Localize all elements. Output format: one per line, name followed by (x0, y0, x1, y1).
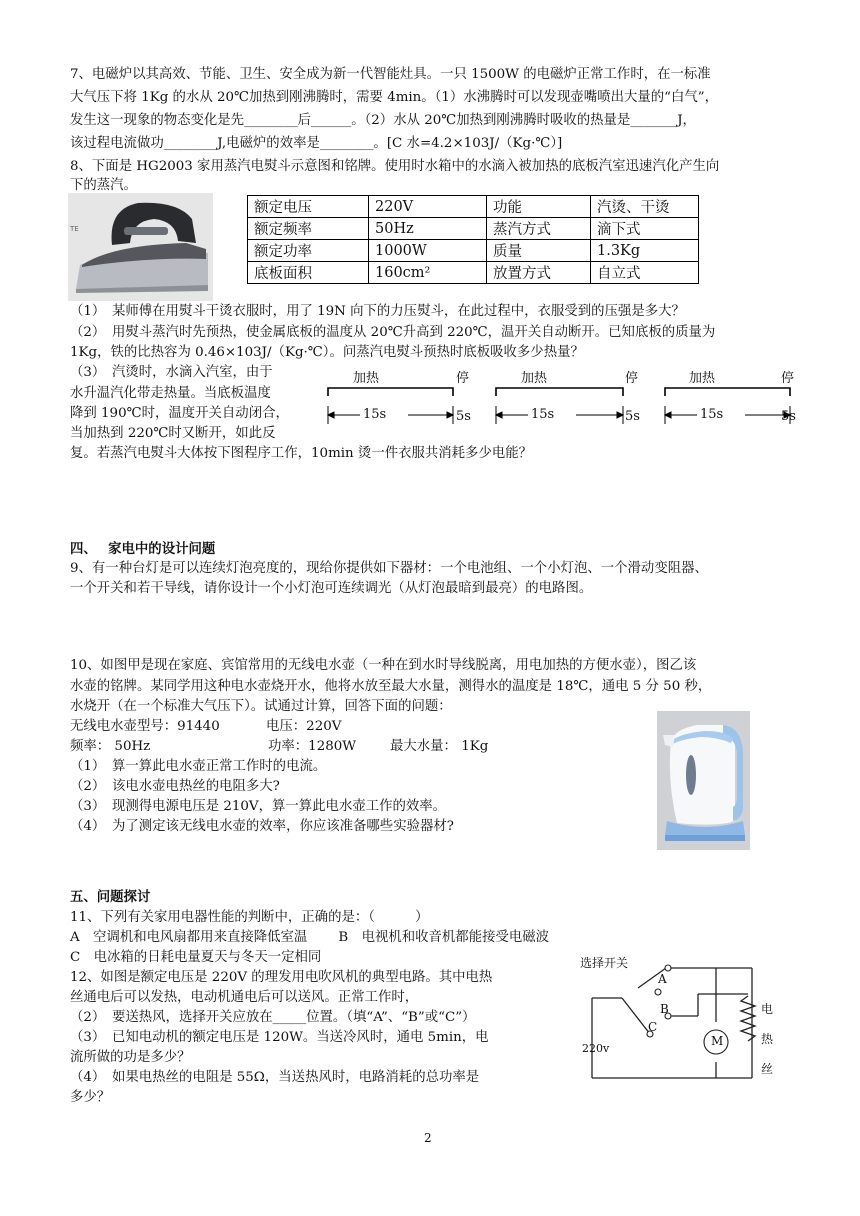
table-cell: 50Hz (369, 218, 487, 240)
kettle-frequency: 频率： 50Hz (70, 739, 151, 754)
table-cell: 220V (369, 196, 487, 218)
q10-line-2: 水壶的铭牌。某同学用这种电水壶烧开水，他将水放至最大水量，测得水的温度是 18℃，通电 5 分 50 秒， (70, 679, 712, 694)
heating-wire-label: 电 (761, 1002, 774, 1016)
q10-line-3: 水烧开（在一个标准大气压下）。试通过计算，回答下面的问题： (70, 699, 452, 714)
table-cell: 蒸汽方式 (487, 218, 591, 240)
q10-line-1: 10、如图甲是现在家庭、宾馆常用的无线电水壶（一种在到水时导线脱离，用电加热的方便水壶），图乙该 (70, 658, 697, 673)
switch-label: 选择开关 (580, 956, 629, 970)
table-cell: 1000W (369, 240, 487, 262)
timeline-heat-label: 加热 (689, 371, 716, 386)
q12-part-3a: （3） 已知电动机的额定电压是 120W。当送冷风时，通电 5min，电 (70, 1030, 489, 1045)
q7-line-1: 7、电磁炉以其高效、节能、卫生、安全成为新一代智能灶具。一只 1500W 的电磁炉正常工作时，在一标准 (70, 67, 711, 82)
kettle-model: 无线电水壶型号：91440 (70, 719, 220, 734)
table-row (248, 262, 699, 284)
table-row (248, 218, 699, 240)
table-cell: 底板面积 (248, 262, 369, 284)
table-row (248, 196, 699, 218)
heating-wire-label: 丝 (761, 1062, 774, 1076)
q8-part-3c: 降到 190℃时，温度开关自动闭合， (70, 406, 289, 421)
table-cell: 额定电压 (248, 196, 369, 218)
q8-part-3b: 水升温汽化带走热量。当底板温度 (70, 386, 271, 401)
q12-part-4b: 多少？ (70, 1090, 111, 1105)
switch-position-b: B (660, 1002, 669, 1016)
q7-line-2: 大气压下将 1Kg 的水从 20℃加热到刚沸腾时，需要 4min。（1）水沸腾时可以发现壶嘴喷出大量的“白气”， (70, 90, 719, 105)
kettle-voltage: 电压：220V (266, 719, 342, 734)
q11-options-ab: A 空调机和电风扇都用来直接降低室温 B 电视机和收音机都能接受电磁波 (70, 930, 550, 945)
q12-line-1: 12、如图是额定电压是 220V 的理发用电吹风机的典型电路。其中电热 (70, 970, 493, 985)
table-cell: 160cm² (369, 262, 487, 284)
q12-part-4a: （4） 如果电热丝的电阻是 55Ω，当送热风时，电路消耗的总功率是 (70, 1070, 480, 1085)
q10-sub-2: （2） 该电水壶电热丝的电阻多大? (70, 779, 280, 794)
hair-dryer-circuit-diagram (578, 952, 778, 1094)
table-cell: 1.3Kg (591, 240, 699, 262)
table-row (248, 240, 699, 262)
timeline-stop-duration: 5s (781, 409, 796, 424)
q8-part-2b: 1Kg，铁的比热容为 0.46×103J/（Kg·℃）。问蒸汽电熨斗预热时底板吸收多少热量？ (70, 345, 584, 360)
electric-kettle-image (657, 711, 750, 850)
q12-part-2: （2） 要送热风，选择开关应放在_____位置。（填“A”、“B”或“C”） (70, 1010, 476, 1025)
q10-sub-3: （3） 现测得电源电压是 210V，算一算此电水壶工作的效率。 (70, 799, 447, 814)
table-cell: 功能 (487, 196, 591, 218)
q8-part-1: （1） 某师傅在用熨斗干烫衣服时，用了 19N 向下的力压熨斗，在此过程中，衣服受到的压强是多大？ (70, 304, 685, 319)
q10-sub-4: （4） 为了测定该无线电水壶的效率，你应该准备哪些实验器材? (70, 819, 454, 834)
q12-line-2: 丝通电后可以发热，电动机通电后可以送风。正常工作时， (70, 990, 419, 1005)
timeline-heat-duration: 15s (363, 407, 387, 422)
q8-part-2a: （2） 用熨斗蒸汽时先预热，使金属底板的温度从 20℃升高到 220℃，温开关自动断开。已知底板的质量为 (70, 325, 716, 340)
page-number: 2 (424, 1131, 432, 1145)
timeline-stop-label: 停 (781, 371, 795, 386)
q9-line-1: 9、有一种台灯是可以连续灯泡亮度的，现给你提供如下器材：一个电池组、一个小灯泡、一个滑动变阻器、 (70, 561, 708, 576)
kettle-power: 功率：1280W (268, 739, 357, 754)
table-cell: 质量 (487, 240, 591, 262)
q7-line-4: 该过程电流做功________J,电磁炉的效率是________。[C 水=4.2×103J/（Kg·℃）] (70, 136, 563, 151)
q7-line-3: 发生这一现象的物态变化是先________后______。（2）水从 20℃加热到刚沸腾时吸收的热量是_______J， (70, 113, 696, 128)
table-cell: 滴下式 (591, 218, 699, 240)
q10-sub-1: （1） 算一算此电水壶正常工作时的电流。 (70, 759, 327, 774)
section-heading: 四、 家电中的设计问题 (70, 542, 216, 557)
q9-line-2: 一个开关和若干导线，请你设计一个小灯泡可连续调光（从灯泡最暗到最亮）的电路图。 (70, 581, 593, 596)
table-cell: 额定频率 (248, 218, 369, 240)
q8-line-1: 8、下面是 HG2003 家用蒸汽电熨斗示意图和铭牌。使用时水箱中的水滴入被加热的底板汽室迅速汽化产生向 (70, 159, 720, 174)
timeline-heat-label: 加热 (521, 371, 548, 386)
timeline-stop-duration: 5s (456, 409, 471, 424)
heating-wire-label: 热 (761, 1032, 774, 1046)
circuit-wires (578, 952, 778, 1094)
timeline-heat-duration: 15s (700, 407, 724, 422)
timeline-stop-label: 停 (456, 371, 470, 386)
section-heading: 五、问题探讨 (70, 890, 151, 905)
q11-option-c: C 电冰箱的日耗电量夏天与冬天一定相同 (70, 950, 322, 965)
table-cell: 额定功率 (248, 240, 369, 262)
q11-stem: 11、下列有关家用电器性能的判断中，正确的是：（ ） (70, 910, 429, 925)
timeline-stop-label: 停 (625, 371, 639, 386)
svg-text:TE: TE (70, 225, 79, 233)
table-cell: 放置方式 (487, 262, 591, 284)
timeline-stop-duration: 5s (625, 409, 640, 424)
switch-position-a: A (658, 972, 667, 986)
timeline-heat-duration: 15s (531, 407, 555, 422)
table-cell: 自立式 (591, 262, 699, 284)
iron-spec-table (247, 195, 699, 284)
q8-line-2: 下的蒸汽。 (70, 178, 137, 193)
table-cell: 汽烫、干烫 (591, 196, 699, 218)
q8-part-3a: （3） 汽烫时，水滴入汽室，由于 (70, 365, 273, 380)
q8-part-3d: 当加热到 220℃时又断开，如此反 (70, 426, 276, 441)
motor-symbol: M (711, 1034, 724, 1048)
kettle-max-water: 最大水量： 1Kg (390, 739, 489, 754)
q8-part-3e: 复。若蒸汽电熨斗大体按下图程序工作，10min 烫一件衣服共消耗多少电能？ (70, 446, 533, 461)
steam-iron-image (68, 193, 213, 301)
supply-voltage-label: 220v (582, 1042, 610, 1055)
switch-position-c: C (648, 1020, 658, 1034)
q12-part-3b: 流所做的功是多少？ (70, 1050, 191, 1065)
timeline-brackets (320, 380, 800, 430)
timeline-heat-label: 加热 (353, 371, 380, 386)
